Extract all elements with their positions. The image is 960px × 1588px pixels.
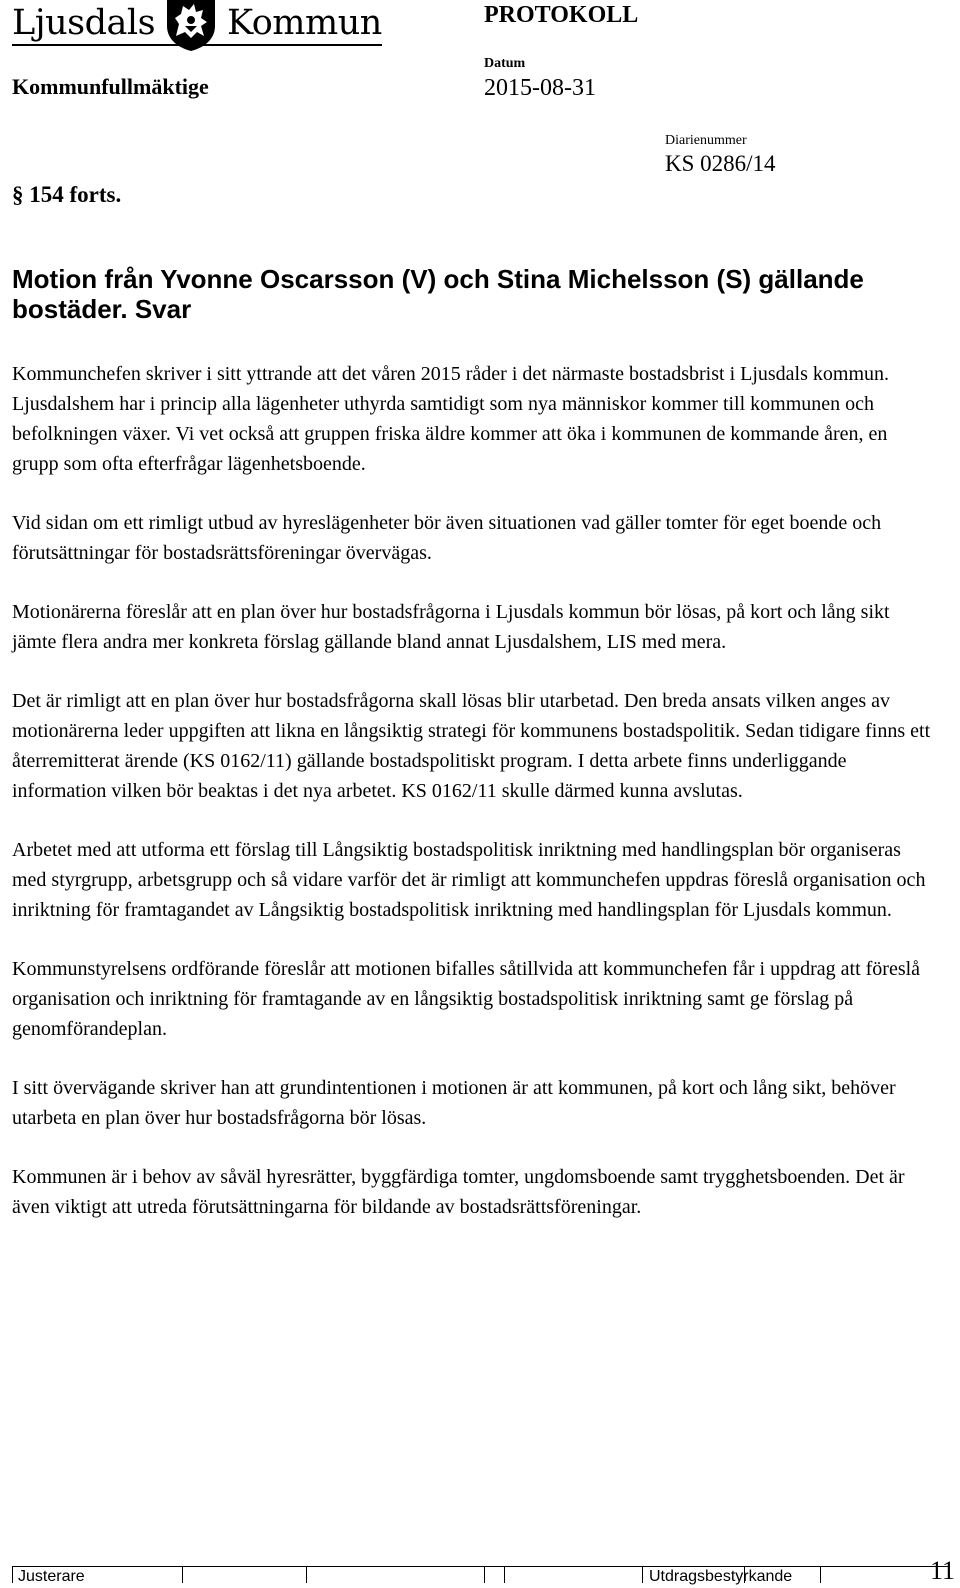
footer-divider [820,1566,821,1583]
justerare-label: Justerare [18,1568,85,1585]
footer-divider [182,1566,183,1583]
paragraph-symbol: § [12,182,24,207]
footer-rule [12,1566,948,1567]
paragraph: Kommunstyrelsens ordförande föreslår att motionen bifalles såtillvida att kommunchefen får i uppdrag att föreslå organisation och inriktning för framtagande av en långsiktig bostadspolitisk inriktning samt ge förslag på genomförandeplan. [12,958,921,1040]
registry-label: Diarienummer [665,133,747,148]
footer-divider [306,1566,307,1583]
logo-right-word: Kommun [227,3,382,43]
paragraph: Kommunchefen skriver i sitt yttrande att det våren 2015 råder i det närmaste bostadsbrist i Ljusdals kommun. Ljusdalshem har i princip alla lägenheter uthyrda samtidigt som nya människor kommer till kommunen och befolkningen växer. Vi vet också att gruppen friska äldre kommer att öka i kommunen de kommande åren, en grupp som ofta efterfrågar lägenhetsboende. [12,363,890,475]
utdragsbestyrkande-label: Utdragsbestyrkande [649,1568,793,1585]
date-label: Datum [484,56,526,71]
registry-number: KS 0286/14 [665,151,776,176]
section-reference [12,178,121,212]
motion-heading: Motion från Yvonne Oscarsson (V) och Stina Michelsson (S) gällande bostäder. Svar [12,264,864,324]
page-number: 11 [930,1556,956,1585]
document-body [12,359,932,1251]
date-value: 2015-08-31 [484,75,596,101]
paragraph: I sitt övervägande skriver han att grundintentionen i motionen är att kommunen, på kort och lång sikt, behöver utarbeta en plan över hur bostadsfrågorna bör lösas. [12,1077,896,1129]
paragraph: Kommunen är i behov av såväl hyresrätter, byggfärdiga tomter, ungdomsboende samt trygghetsboenden. Det är även viktigt att utreda förutsättningarna för bildande av bostadsrättsföreningar. [12,1166,905,1218]
paragraph: Arbetet med att utforma ett förslag till Långsiktig bostadspolitisk inriktning med handlingsplan bör organiseras med styrgrupp, arbetsgrupp och så vidare varför det är rimligt att kommunchefen uppdras föreslå organisation och inriktning för framtagandet av Långsiktig bostadspolitisk inriktning med handlingsplan för Ljusdals kommun. [12,839,926,921]
logo-left-word: Ljusdals [12,3,156,43]
footer-divider [504,1566,505,1583]
paragraph: Vid sidan om ett rimligt utbud av hyreslägenheter bör även situationen vad gäller tomter för eget boende och förutsättningar för bostadsrättsföreningar övervägas. [12,512,882,564]
section-title: 154 forts. [29,182,122,207]
logo-underline [12,44,382,46]
document-type: PROTOKOLL [484,2,639,28]
municipality-logo [12,0,382,46]
organization-name: Kommunfullmäktige [12,74,209,99]
footer-divider [484,1566,485,1583]
footer-divider [642,1566,643,1583]
paragraph: Det är rimligt att en plan över hur bostadsfrågorna skall lösas blir utarbetad. Den breda ansats vilken anges av motionärerna leder uppgiften att likna en långsiktig strategi för kommunens bostadspolitik. Sedan tidigare finns ett återremitterat ärende (KS 0162/11) gällande bostadspolitiskt program. I detta arbete finns underliggande information vilken bör beaktas i det nya arbetet. KS 0162/11 skulle därmed kunna avslutas. [12,690,931,802]
footer-divider [12,1566,13,1583]
paragraph: Motionärerna föreslår att en plan över hur bostadsfrågorna i Ljusdals kommun bör lösas, på kort och lång sikt jämte flera andra mer konkreta förslag gällande bland annat Ljusdalshem, LIS med mera. [12,601,890,653]
signature-footer [12,1556,956,1585]
